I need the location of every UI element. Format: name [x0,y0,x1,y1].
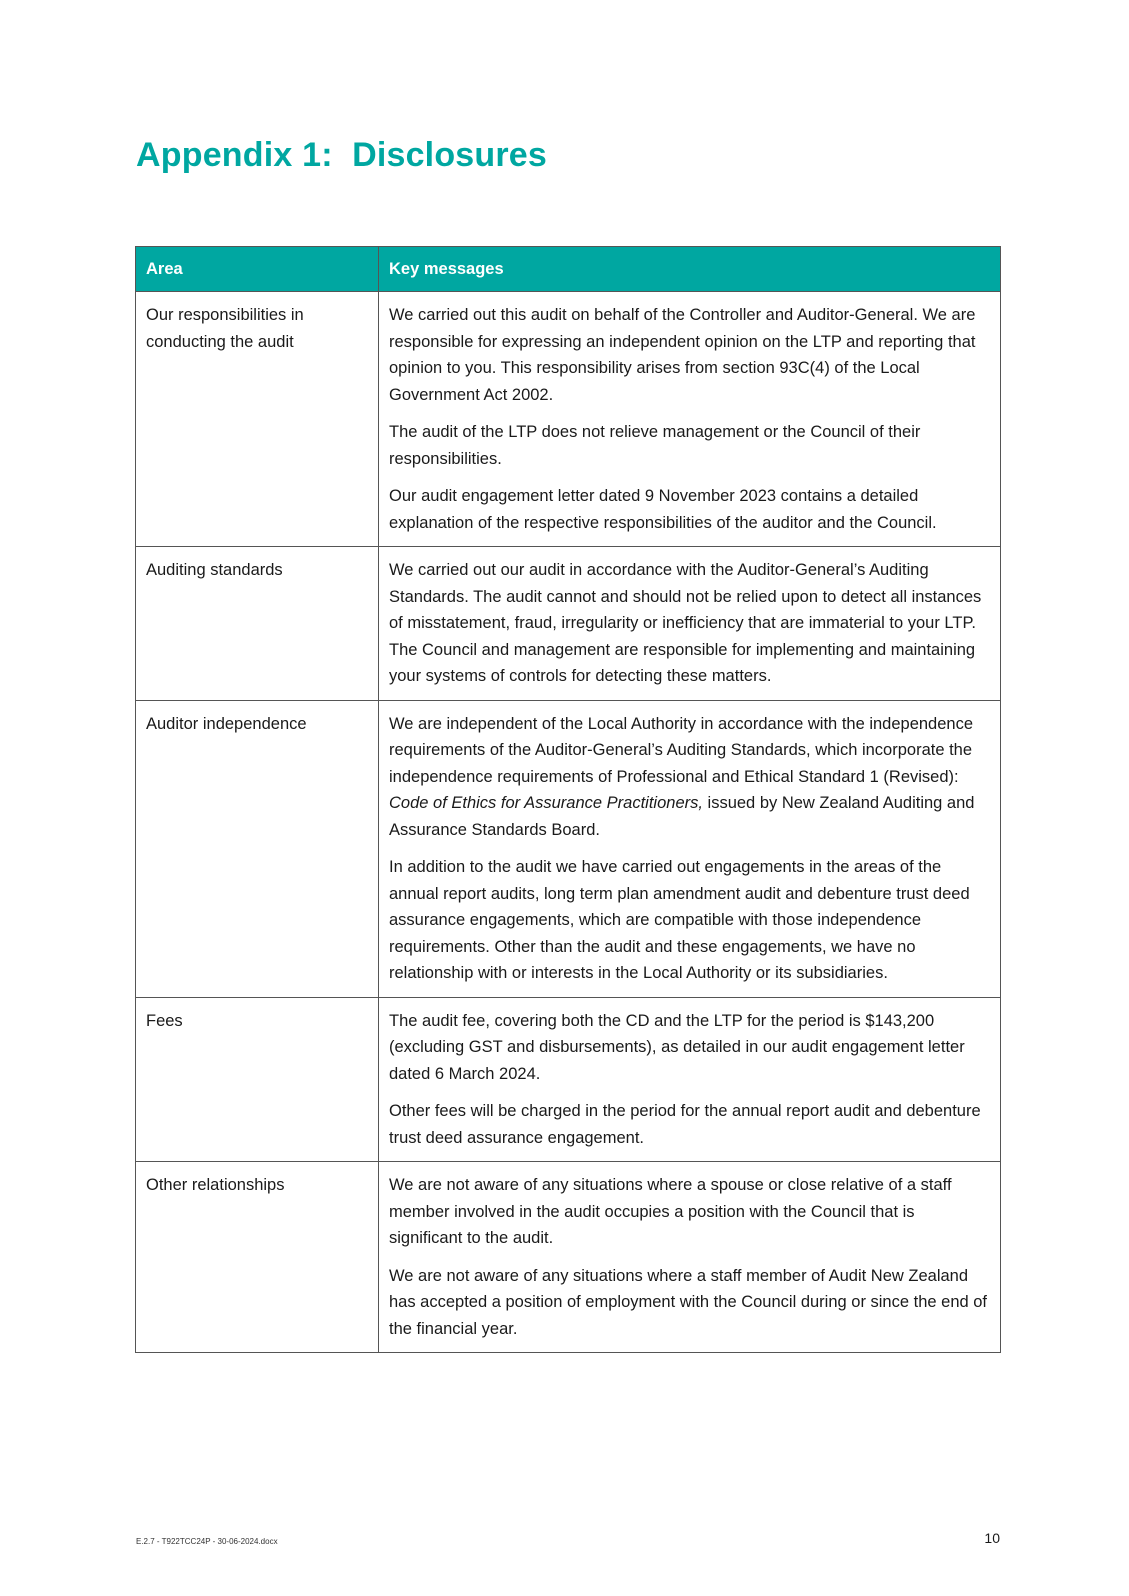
area-cell: Fees [136,997,379,1162]
message-paragraph: Other fees will be charged in the period for the annual report audit and debenture trust deed assurance engagement. [389,1102,981,1147]
table-header-row [136,247,1001,292]
page-number: 10 [984,1530,1000,1546]
code-of-ethics-title: Code of Ethics for Assurance Practitioners, [389,794,703,812]
message-paragraph: We carried out this audit on behalf of the Controller and Auditor-General. We are responsible for expressing an independent opinion on the LTP and reporting that opinion to you. This responsibility arises from section 93C(4) of the Local Government Act 2002. [389,306,976,404]
table-row [136,1162,1001,1353]
disclosures-table [135,246,1001,1353]
message-paragraph: Our audit engagement letter dated 9 November 2023 contains a detailed explanation of the respective responsibilities of the auditor and the Council. [389,487,937,532]
message-paragraph: We carried out our audit in accordance with the Auditor-General’s Auditing Standards. The audit cannot and should not be relied upon to detect all instances of misstatement, fraud, irregularity or inefficiency that are immaterial to your LTP. The Council and management are responsible for implementing and maintaining your systems of controls for detecting these matters. [389,561,982,685]
message-text: issued by New Zealand Auditing and Assurance Standards Board. [389,794,975,839]
message-paragraph: The audit fee, covering both the CD and the LTP for the period is $143,200 (excluding GST and disbursements), as detailed in our audit engagement letter dated 6 March 2024. [389,1011,965,1083]
column-header-key-messages: Key messages [379,247,1001,292]
message-text: We are independent of the Local Authority in accordance with the independence requirements of the Auditor-General’s Auditing Standards, which incorporate the independence requirements of Professional and Ethical Standard 1 (Revised): [389,714,974,786]
column-header-area: Area [136,247,379,292]
message-paragraph: We are not aware of any situations where a spouse or close relative of a staff member involved in the audit occupies a position with the Council that is significant to the audit. [389,1176,952,1247]
area-cell: Auditor independence [136,700,379,997]
message-paragraph [389,711,990,844]
message-paragraph: The audit of the LTP does not relieve management or the Council of their responsibilities. [389,423,921,468]
table-row [136,997,1001,1162]
message-paragraph: In addition to the audit we have carried out engagements in the areas of the annual report audits, long term plan amendment audit and debenture trust deed assurance engagements, which are compatible with those independence requirements. Other than the audit and these engagements, we have no relationship with or interests in the Local Authority or its subsidiaries. [389,858,970,982]
messages-cell [379,1162,1001,1353]
message-paragraph: We are not aware of any situations where a staff member of Audit New Zealand has accepted a position of employment with the Council during or since the end of the financial year. [389,1266,988,1338]
footer-document-reference: E.2.7 - T922TCC24P - 30-06-2024.docx [136,1537,278,1546]
table-row [136,700,1001,997]
messages-cell [379,997,1001,1162]
area-cell: Other relationships [136,1162,379,1353]
messages-cell [379,547,1001,701]
page-title: Appendix 1: Disclosures [136,136,548,174]
table-row [136,292,1001,547]
table-row [136,547,1001,701]
messages-cell [379,700,1001,997]
area-cell: Our responsibilities in conducting the audit [136,292,379,547]
area-cell: Auditing standards [136,547,379,701]
messages-cell [379,292,1001,547]
